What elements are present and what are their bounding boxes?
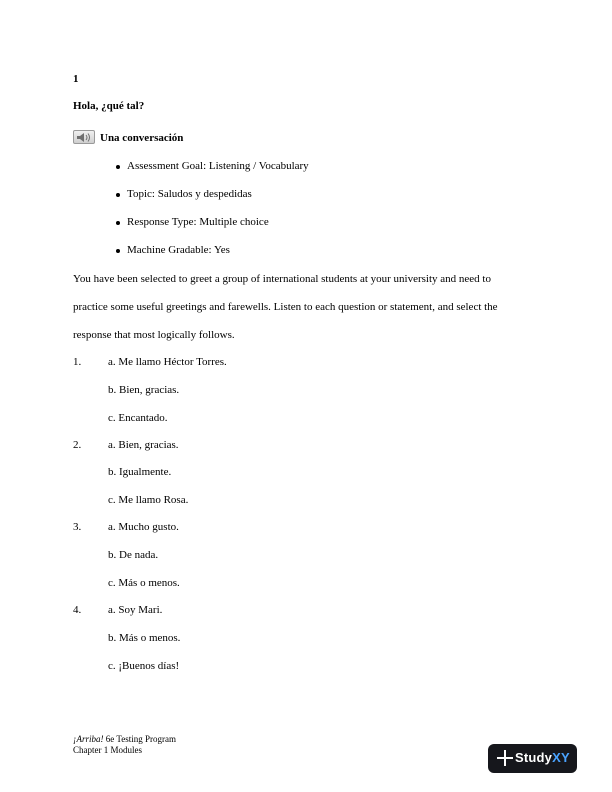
section-title: Una conversación xyxy=(100,132,184,144)
instructions-line: practice some useful greetings and farewells. Listen to each question or statement, and select the xyxy=(73,301,498,313)
answer-option[interactable]: a. Me llamo Héctor Torres. xyxy=(108,356,227,368)
answer-option[interactable]: c. Encantado. xyxy=(108,412,168,424)
speaker-icon[interactable] xyxy=(73,130,95,144)
badge-text-accent: XY xyxy=(552,750,570,765)
bullet-marker xyxy=(116,165,120,169)
badge-text-main: Study xyxy=(515,750,553,765)
answer-option[interactable]: b. Igualmente. xyxy=(108,466,172,478)
answer-option[interactable]: b. De nada. xyxy=(108,549,159,561)
studyxy-badge[interactable] xyxy=(488,744,577,773)
bullet-marker xyxy=(116,193,120,197)
question-number: 4. xyxy=(73,604,82,616)
bullet-item: Response Type: Multiple choice xyxy=(127,216,269,228)
bullet-marker xyxy=(116,249,120,253)
answer-option[interactable]: b. Bien, gracias. xyxy=(108,384,180,396)
badge-text xyxy=(515,750,570,765)
answer-option[interactable]: a. Mucho gusto. xyxy=(108,521,179,533)
bullet-item: Topic: Saludos y despedidas xyxy=(127,188,252,200)
instructions-line: response that most logically follows. xyxy=(73,329,235,341)
footer-line xyxy=(73,734,176,745)
plus-icon xyxy=(497,749,513,767)
answer-option[interactable]: a. Bien, gracias. xyxy=(108,439,179,451)
bullet-marker xyxy=(116,221,120,225)
answer-option[interactable]: c. ¡Buenos días! xyxy=(108,660,180,672)
question-number: 1. xyxy=(73,356,82,368)
question-number: 3. xyxy=(73,521,82,533)
bullet-item: Machine Gradable: Yes xyxy=(127,244,230,256)
instructions-line: You have been selected to greet a group of international students at your university and need to xyxy=(73,273,491,285)
answer-option[interactable]: b. Más o menos. xyxy=(108,632,181,644)
answer-option[interactable]: a. Soy Mari. xyxy=(108,604,163,616)
answer-option[interactable]: c. Me llamo Rosa. xyxy=(108,494,189,506)
footer-book-title: ¡Arriba! xyxy=(73,734,104,744)
question-number: 2. xyxy=(73,439,82,451)
footer-book-edition: 6e Testing Program xyxy=(103,734,176,744)
footer-chapter: Chapter 1 Modules xyxy=(73,745,142,755)
page-number: 1 xyxy=(73,73,79,85)
chapter-title: Hola, ¿qué tal? xyxy=(73,100,145,112)
bullet-item: Assessment Goal: Listening / Vocabulary xyxy=(127,160,309,172)
answer-option[interactable]: c. Más o menos. xyxy=(108,577,180,589)
